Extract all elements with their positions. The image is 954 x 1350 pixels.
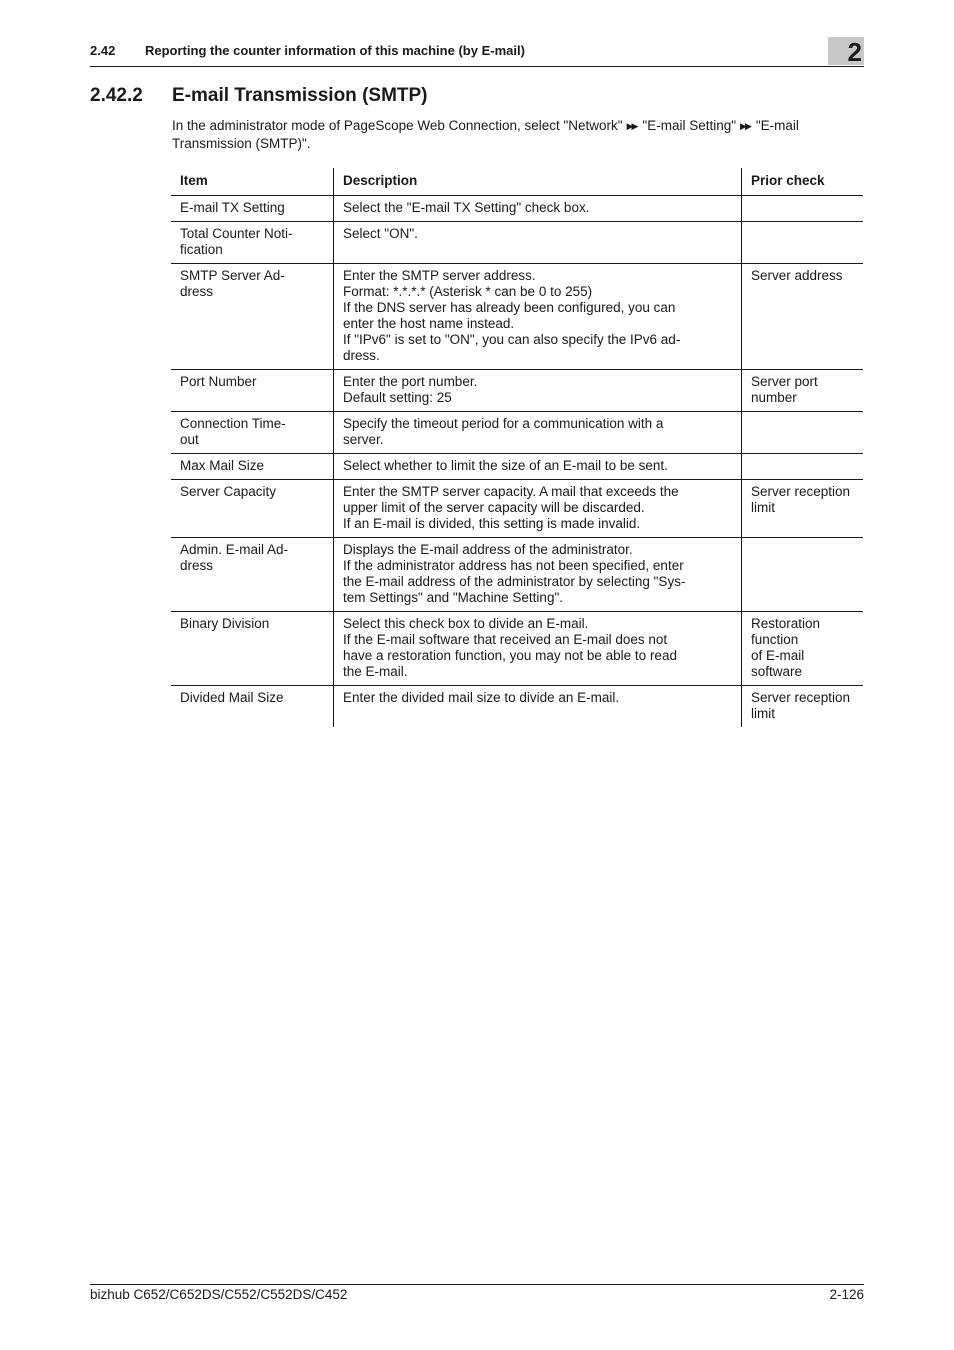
row-description-cell [334, 480, 742, 538]
row-item-cell [171, 412, 334, 454]
row-item-cell [171, 222, 334, 264]
row-prior-check-cell [742, 480, 864, 538]
double-arrow-icon: ▶▶ [740, 121, 750, 131]
cell-line: If the administrator address has not been specified, enter [343, 558, 684, 573]
cell-line: fication [180, 242, 223, 257]
cell-line: Enter the SMTP server capacity. A mail that exceeds the [343, 484, 679, 499]
footer-page-number: 2-126 [829, 1287, 864, 1302]
cell-line: Server Capacity [180, 484, 277, 499]
cell-line: SMTP Server Ad- [180, 268, 285, 283]
cell-line: Enter the port number. [343, 374, 478, 389]
cell-line: Binary Division [180, 616, 270, 631]
row-prior-check-cell [742, 264, 864, 370]
cell-line [751, 200, 855, 216]
table-row [171, 264, 863, 370]
row-description-cell [334, 454, 742, 480]
row-prior-check-cell [742, 454, 864, 480]
cell-line: Default setting: 25 [343, 390, 452, 405]
cell-line: server. [343, 432, 384, 447]
row-item-cell [171, 538, 334, 612]
cell-line [751, 416, 855, 432]
cell-line [751, 226, 855, 242]
cell-line: If the E-mail software that received an E-mail does not [343, 632, 668, 647]
row-description-cell [334, 264, 742, 370]
cell-line: out [180, 432, 199, 447]
intro-text-2: "E-mail Setting" [642, 118, 737, 133]
column-header-description: Description [334, 168, 742, 196]
table-row [171, 480, 863, 538]
row-prior-check-cell [742, 222, 864, 264]
cell-line: enter the host name instead. [343, 316, 515, 331]
cell-line: Enter the SMTP server address. [343, 268, 536, 283]
cell-line [751, 542, 855, 558]
cell-line: Select the "E-mail TX Setting" check box. [343, 200, 590, 215]
intro-text-1: In the administrator mode of PageScope Web Connection, select "Network" [172, 118, 623, 133]
cell-line: Restoration function [751, 616, 821, 647]
cell-line: Admin. E-mail Ad- [180, 542, 289, 557]
row-prior-check-cell [742, 686, 864, 728]
cell-line: Select this check box to divide an E-mail. [343, 616, 589, 631]
row-prior-check-cell [742, 196, 864, 222]
cell-line: dress [180, 284, 214, 299]
cell-line: the E-mail address of the administrator by selecting "Sys- [343, 574, 686, 589]
intro-text-3: "E-mail Transmission (SMTP)". [172, 118, 799, 151]
table-row [171, 686, 863, 728]
cell-line: Displays the E-mail address of the administrator. [343, 542, 633, 557]
cell-line: of E-mail software [751, 648, 805, 679]
cell-line: tem Settings" and "Machine Setting". [343, 590, 563, 605]
chapter-number-tab: 2 [828, 37, 864, 65]
row-item-cell [171, 264, 334, 370]
row-prior-check-cell [742, 370, 864, 412]
cell-line: have a restoration function, you may not be able to read [343, 648, 677, 663]
cell-line: Server reception limit [751, 484, 851, 515]
cell-line: Server port number [751, 374, 818, 405]
table-row [171, 412, 863, 454]
cell-line: Specify the timeout period for a communication with a [343, 416, 664, 431]
row-prior-check-cell [742, 612, 864, 686]
cell-line: Select "ON". [343, 226, 418, 241]
header-section-number: 2.42 [90, 43, 116, 58]
row-description-cell [334, 412, 742, 454]
intro-paragraph [172, 117, 864, 153]
cell-line: Connection Time- [180, 416, 286, 431]
row-description-cell [334, 612, 742, 686]
cell-line: If the DNS server has already been configured, you can [343, 300, 676, 315]
row-description-cell [334, 370, 742, 412]
cell-line: the E-mail. [343, 664, 408, 679]
cell-line: Server address [751, 268, 843, 283]
table-row [171, 222, 863, 264]
cell-line: Enter the divided mail size to divide an E-mail. [343, 690, 620, 705]
column-header-item: Item [171, 168, 334, 196]
cell-line: Server reception limit [751, 690, 851, 721]
cell-line: E-mail TX Setting [180, 200, 285, 215]
cell-line: Max Mail Size [180, 458, 265, 473]
row-prior-check-cell [742, 538, 864, 612]
column-header-prior-check: Prior check [742, 168, 864, 196]
cell-line: dress [180, 558, 214, 573]
table-header-row [171, 168, 863, 196]
cell-line: Port Number [180, 374, 257, 389]
row-description-cell [334, 196, 742, 222]
cell-line: dress. [343, 348, 380, 363]
table-row [171, 196, 863, 222]
footer-model-name: bizhub C652/C652DS/C552/C552DS/C452 [90, 1287, 348, 1302]
settings-table [171, 168, 863, 727]
row-description-cell [334, 686, 742, 728]
row-item-cell [171, 480, 334, 538]
cell-line: Total Counter Noti- [180, 226, 293, 241]
table-row [171, 538, 863, 612]
row-item-cell [171, 454, 334, 480]
double-arrow-icon: ▶▶ [626, 121, 637, 131]
cell-line: Select whether to limit the size of an E-mail to be sent. [343, 458, 668, 473]
cell-line [751, 458, 855, 474]
section-heading [90, 85, 428, 107]
header-section-title: Reporting the counter information of this machine (by E-mail) [145, 43, 525, 58]
row-description-cell [334, 538, 742, 612]
table-row [171, 612, 863, 686]
cell-line: If an E-mail is divided, this setting is made invalid. [343, 516, 641, 531]
section-heading-number: 2.42.2 [90, 85, 143, 106]
row-item-cell [171, 612, 334, 686]
page-footer [90, 1284, 864, 1302]
section-heading-title: E-mail Transmission (SMTP) [172, 85, 428, 106]
cell-line: upper limit of the server capacity will be discarded. [343, 500, 645, 515]
row-item-cell [171, 686, 334, 728]
table-row [171, 370, 863, 412]
page-header [90, 37, 864, 67]
row-description-cell [334, 222, 742, 264]
cell-line: Format: *.*.*.* (Asterisk * can be 0 to 255) [343, 284, 593, 299]
cell-line: Divided Mail Size [180, 690, 284, 705]
table-row [171, 454, 863, 480]
row-item-cell [171, 370, 334, 412]
row-prior-check-cell [742, 412, 864, 454]
cell-line: If "IPv6" is set to "ON", you can also specify the IPv6 ad- [343, 332, 681, 347]
row-item-cell [171, 196, 334, 222]
